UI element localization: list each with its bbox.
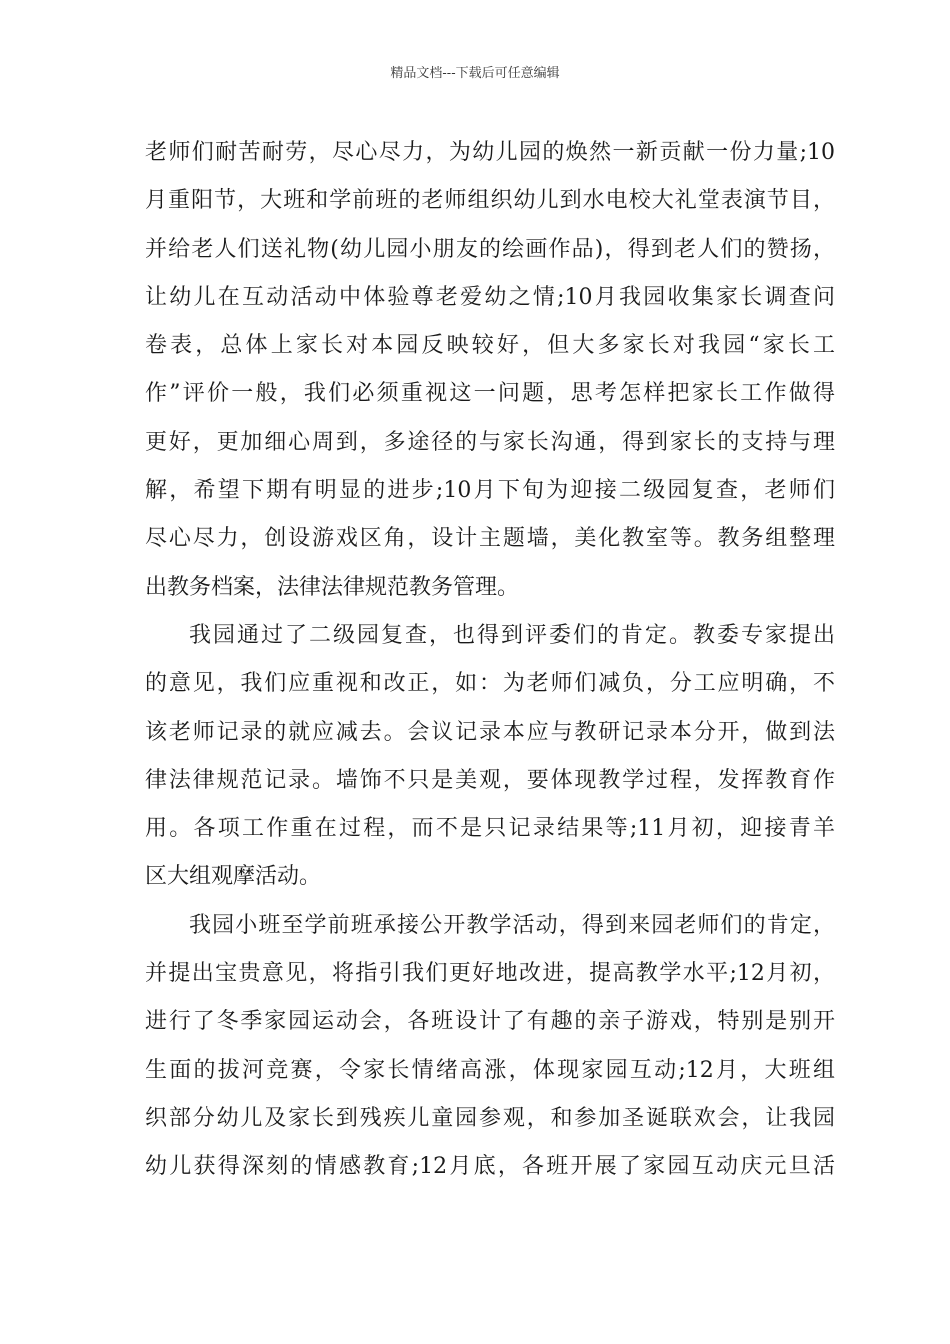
page-header: 精品文档---下载后可任意编辑 <box>390 66 560 81</box>
text-line: 让幼儿在互动活动中体验尊老爱幼之情;10月我园收集家长调查问 <box>145 284 835 310</box>
text-line: 卷表，总体上家长对本园反映较好，但大多家长对我园“家长工 <box>145 333 835 359</box>
text-line: 进行了冬季家园运动会，各班设计了有趣的亲子游戏，特别是别开 <box>145 1009 835 1035</box>
text-line: 解，希望下期有明显的进步;10月下旬为迎接二级园复查，老师们 <box>145 478 835 504</box>
text-line: 我园通过了二级园复查，也得到评委们的肯定。教委专家提出 <box>189 622 835 648</box>
text-line: 幼儿获得深刻的情感教育;12月底，各班开展了家园互动庆元旦活 <box>145 1154 835 1180</box>
text-line: 律法律规范记录。墙饰不只是美观，要体现教学过程，发挥教育作 <box>145 767 835 793</box>
text-line: 老师们耐苦耐劳，尽心尽力，为幼儿园的焕然一新贡献一份力量;10 <box>145 140 835 165</box>
text-line: 尽心尽力，创设游戏区角，设计主题墙，美化教室等。教务组整理 <box>145 526 835 552</box>
text-line: 作”评价一般，我们必须重视这一问题，思考怎样把家长工作做得 <box>145 381 835 407</box>
document-body <box>145 129 835 1192</box>
text-line: 的意见，我们应重视和改正，如：为老师们减负，分工应明确，不 <box>145 671 835 697</box>
paragraph-2 <box>145 612 835 902</box>
text-line: 出教务档案，法律法律规范教务管理。 <box>145 574 520 600</box>
text-line: 生面的拔河竞赛，令家长情绪高涨，体现家园互动;12月，大班组 <box>145 1057 835 1083</box>
paragraph-1 <box>145 129 835 612</box>
text-line: 月重阳节，大班和学前班的老师组织幼儿到水电校大礼堂表演节目， <box>145 188 835 214</box>
text-line: 该老师记录的就应减去。会议记录本应与教研记录本分开，做到法 <box>145 719 835 745</box>
text-line: 并提出宝贵意见，将指引我们更好地改进，提高教学水平;12月初， <box>145 961 835 987</box>
text-line: 并给老人们送礼物(幼儿园小朋友的绘画作品)，得到老人们的赞扬， <box>145 236 835 262</box>
text-line: 我园小班至学前班承接公开教学活动，得到来园老师们的肯定， <box>189 912 835 938</box>
text-line: 更好，更加细心周到，多途径的与家长沟通，得到家长的支持与理 <box>145 429 835 455</box>
text-line: 区大组观摩活动。 <box>145 864 322 890</box>
paragraph-3 <box>145 902 835 1192</box>
text-line: 织部分幼儿及家长到残疾儿童园参观，和参加圣诞联欢会，让我园 <box>145 1105 835 1131</box>
text-line: 用。各项工作重在过程，而不是只记录结果等;11月初，迎接青羊 <box>145 816 835 842</box>
